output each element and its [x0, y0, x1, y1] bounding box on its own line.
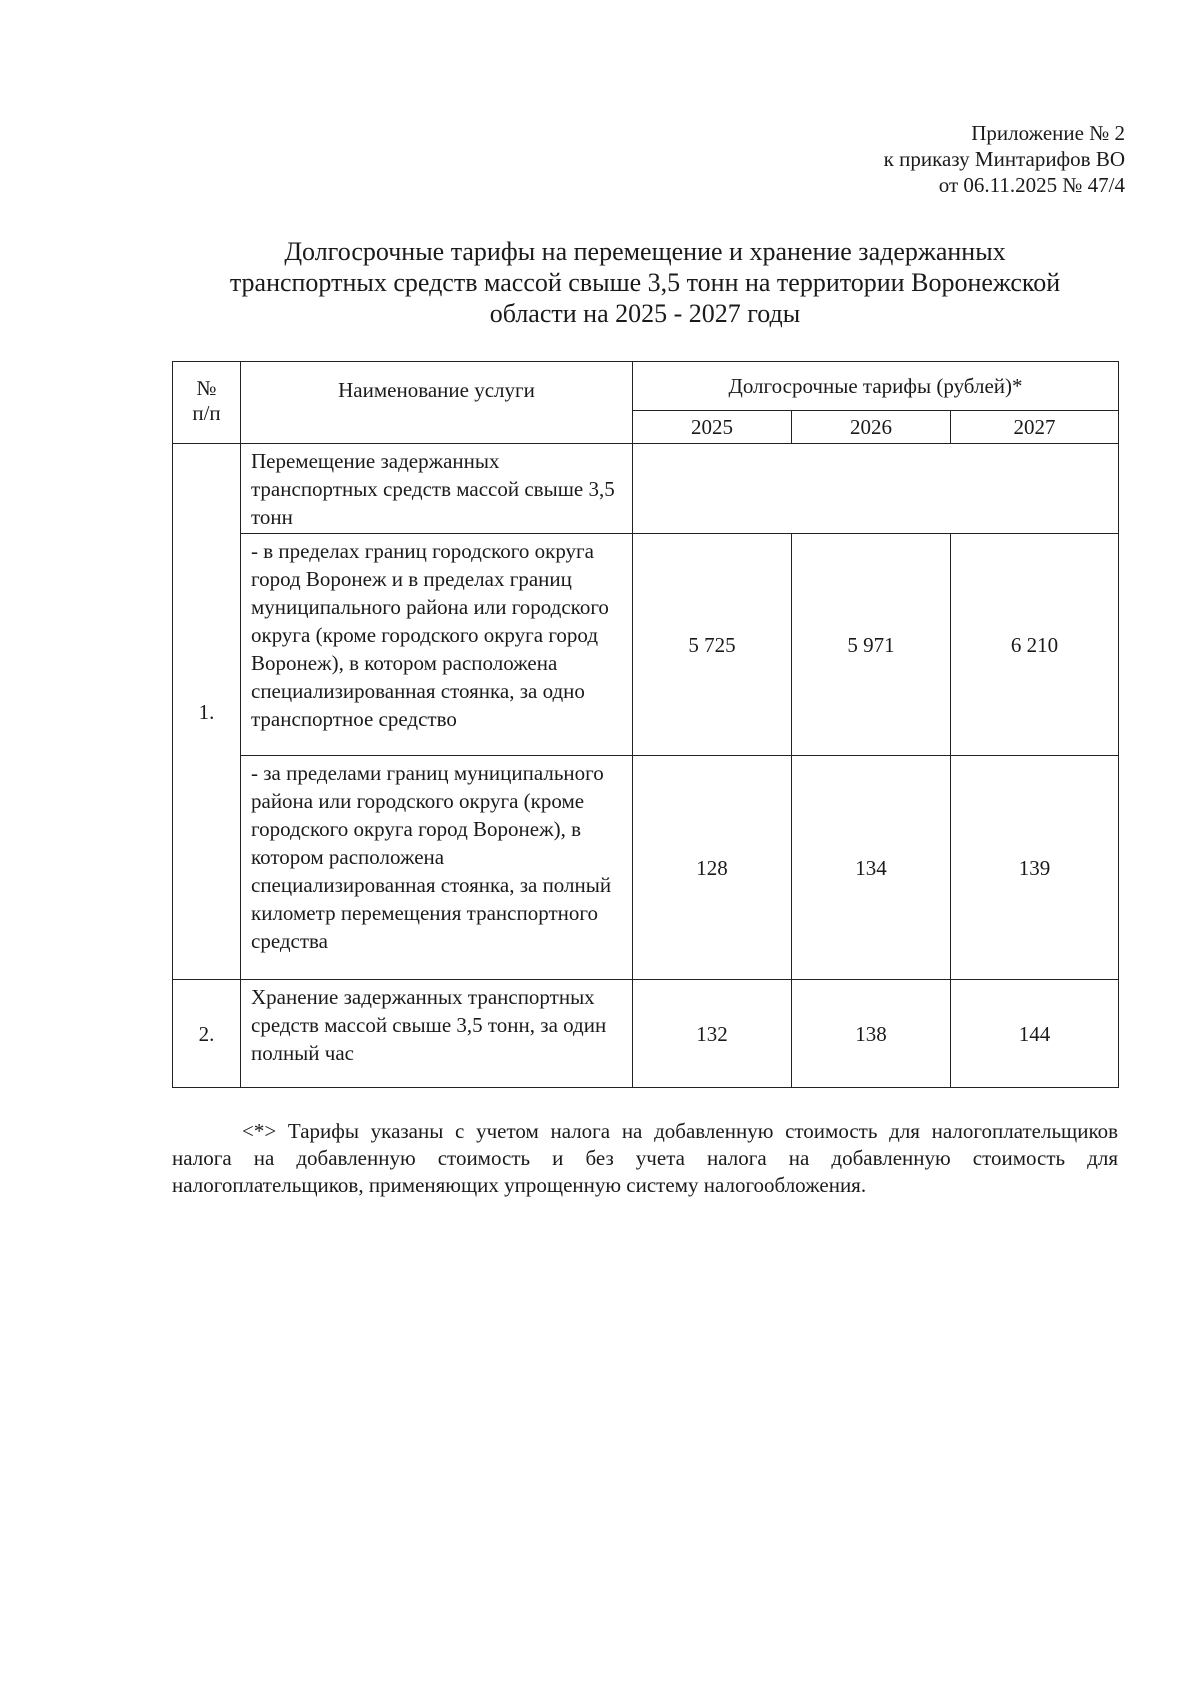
header-year-2025: 2025	[633, 411, 792, 444]
appendix-number: Приложение № 2	[971, 121, 1125, 145]
header-tariffs-group: Долгосрочные тарифы (рублей)*	[633, 362, 1119, 411]
header-number-abbr: п/п	[192, 401, 221, 425]
header-year-2027: 2027	[951, 411, 1119, 444]
title-line-2: транспортных средств массой свыше 3,5 тонн на территории Воронежской	[229, 268, 1061, 297]
footnote: <*> Тарифы указаны с учетом налога на добавленную стоимость для налогоплательщиков налога на добавленную стоимость и без учета налога на добавленную стоимость для налогоплательщиков, применяющих упрощенную систему налогообложения.	[172, 1119, 1118, 1197]
tariff-2027: 139	[951, 756, 1119, 980]
table-row	[173, 756, 1119, 980]
header-number-sign: №	[196, 376, 217, 400]
tariff-2026: 5 971	[792, 534, 951, 756]
tariff-2025: 128	[633, 756, 792, 980]
tariff-2026: 138	[792, 980, 951, 1088]
service-name: - в пределах границ городского округа город Воронеж и в пределах границ муниципального района или городского округа (кроме городского округа город Воронеж), в котором расположена специализированная стоянка, за одно транспортное средство	[241, 534, 633, 756]
table-row	[173, 534, 1119, 756]
service-name: Перемещение задержанных транспортных средств массой свыше 3,5 тонн	[241, 444, 633, 534]
tariff-2026: 134	[792, 756, 951, 980]
header-year-2026: 2026	[792, 411, 951, 444]
tariffs-table	[172, 361, 1119, 1088]
service-name: Хранение задержанных транспортных средств массой свыше 3,5 тонн, за один полный час	[241, 980, 633, 1088]
header-number	[173, 362, 241, 444]
title-line-3: области на 2025 - 2027 годы	[489, 299, 801, 328]
table-row	[173, 980, 1119, 1088]
title-line-1: Долгосрочные тарифы на перемещение и хранение задержанных	[284, 237, 1006, 266]
empty-values-cell	[633, 444, 1119, 534]
tariff-2025: 132	[633, 980, 792, 1088]
tariff-2027: 144	[951, 980, 1119, 1088]
appendix-reference	[884, 120, 1125, 198]
tariff-2027: 6 210	[951, 534, 1119, 756]
tariff-2025: 5 725	[633, 534, 792, 756]
appendix-date: от 06.11.2025 № 47/4	[938, 173, 1125, 197]
row-number: 1.	[173, 444, 241, 980]
service-name: - за пределами границ муниципального района или городского округа (кроме городского округа город Воронеж), в котором расположена специализированная стоянка, за полный километр перемещения транспортного средства	[241, 756, 633, 980]
appendix-order: к приказу Минтарифов ВО	[883, 147, 1125, 171]
table-row	[173, 444, 1119, 534]
row-number: 2.	[173, 980, 241, 1088]
document-title	[150, 236, 1140, 329]
header-service-name: Наименование услуги	[241, 362, 633, 444]
table-header-row	[173, 362, 1119, 411]
